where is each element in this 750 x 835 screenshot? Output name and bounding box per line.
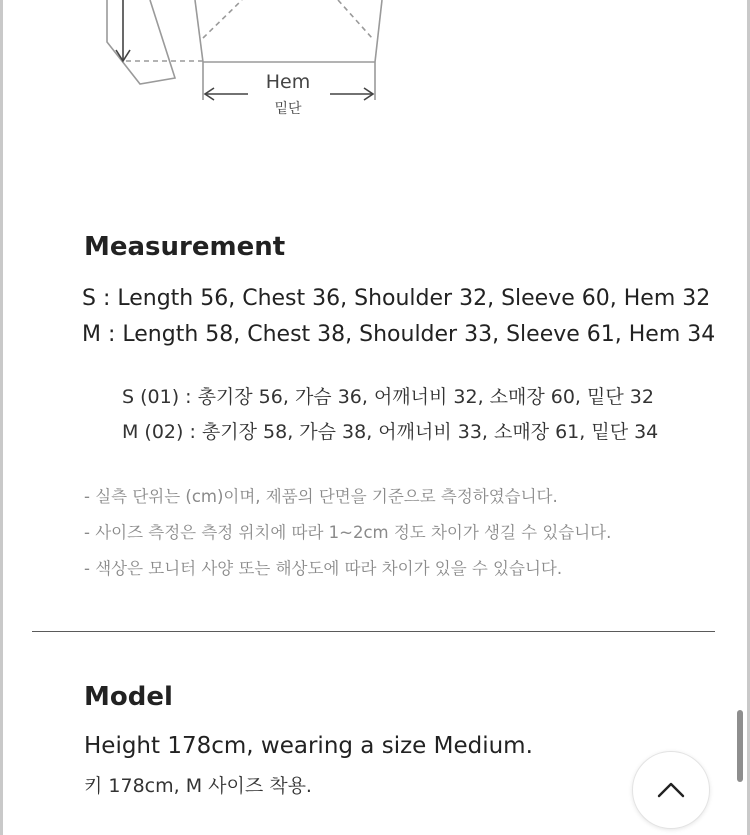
hem-label: Hem [265, 71, 311, 93]
model-info-korean: 키 178cm, M 사이즈 착용. [84, 775, 312, 797]
measurement-note: - 실측 단위는 (cm)이며, 제품의 단면을 기준으로 측정하였습니다. [84, 487, 558, 506]
measurement-row-s: S : Length 56, Chest 36, Shoulder 32, Sleeve 60, Hem 32 [82, 286, 711, 311]
section-divider [32, 631, 715, 632]
hem-label-korean: 밑단 [274, 101, 302, 117]
scroll-to-top-button[interactable] [632, 751, 710, 829]
garment-hem-diagram [0, 0, 750, 130]
model-info: Height 178cm, wearing a size Medium. [84, 733, 533, 759]
measurement-row-m: M : Length 58, Chest 38, Shoulder 33, Sleeve 61, Hem 34 [82, 322, 716, 347]
model-heading: Model [84, 682, 173, 712]
measurement-note: - 사이즈 측정은 측정 위치에 따라 1~2cm 정도 차이가 생길 수 있습니다. [84, 523, 612, 542]
measurement-note: - 색상은 모니터 사양 또는 해상도에 따라 차이가 있을 수 있습니다. [84, 559, 563, 578]
chevron-up-icon [656, 780, 686, 800]
measurement-row-m-korean: M (02) : 총기장 58, 가슴 38, 어깨너비 33, 소매장 61, 밑단 34 [122, 421, 659, 443]
scrollbar-thumb[interactable] [737, 710, 743, 782]
measurement-heading: Measurement [84, 232, 286, 262]
measurement-row-s-korean: S (01) : 총기장 56, 가슴 36, 어깨너비 32, 소매장 60, 밑단 32 [122, 386, 654, 408]
